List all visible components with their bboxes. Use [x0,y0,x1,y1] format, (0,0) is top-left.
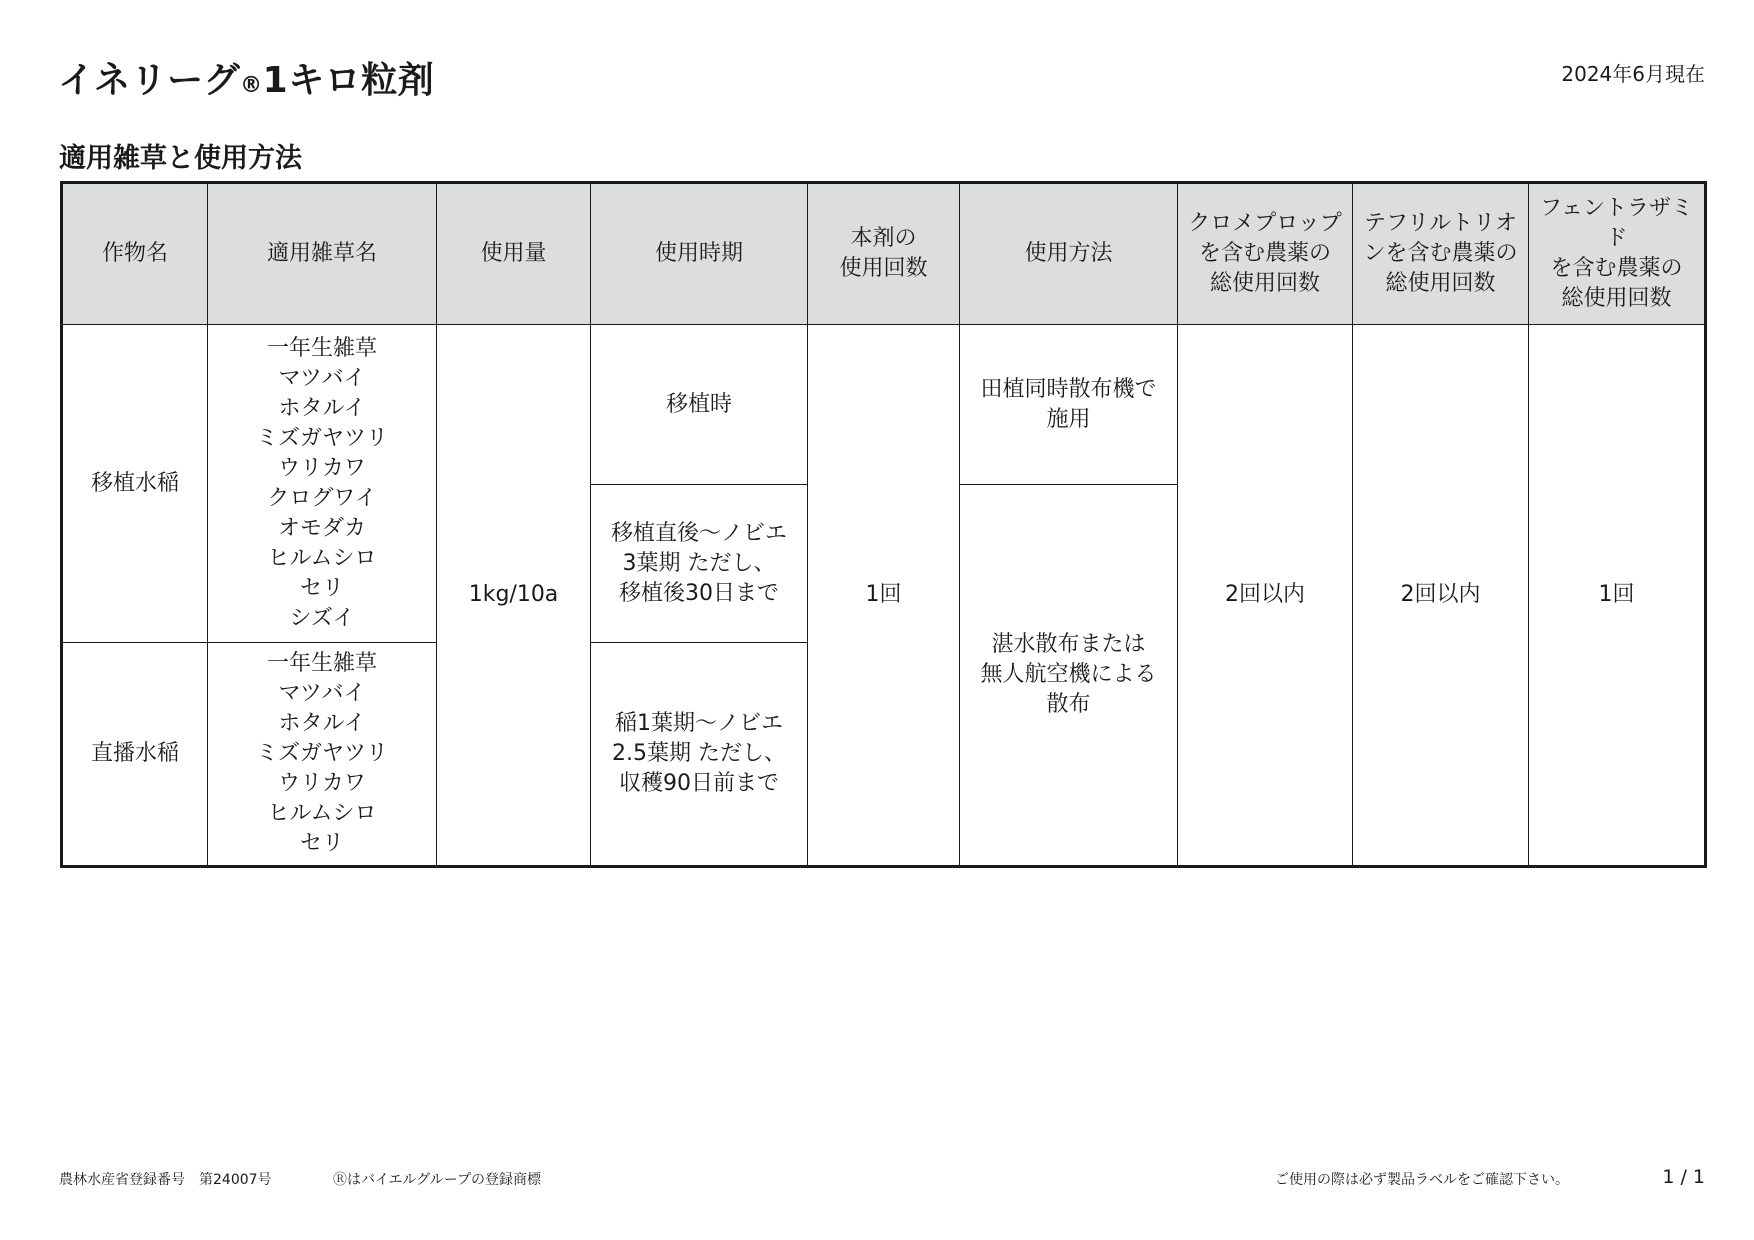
total-clomeprop: 2回以内 [1178,325,1353,867]
method-rice-transplanter: 田植同時散布機で 施用 [960,325,1178,485]
col-header-total-tefuryltrione: テフリルトリオ ンを含む農薬の 総使用回数 [1353,183,1529,325]
product-title [58,52,434,103]
amount: 1kg/10a [437,325,591,867]
table-row [62,325,1706,485]
application-table [60,181,1707,868]
page-number: 1 / 1 [1662,1166,1705,1188]
col-header-crop: 作物名 [62,183,208,325]
col-header-timing: 使用時期 [591,183,808,325]
uses-this-product: 1回 [808,325,960,867]
trademark-notice: Ⓡはバイエルグループの登録商標 [333,1172,542,1188]
col-header-amount: 使用量 [437,183,591,325]
crop-direct-seeded: 直播水稲 [62,643,208,867]
table-header-row [62,183,1706,325]
col-header-method: 使用方法 [960,183,1178,325]
weeds-direct-seeded: 一年生雑草 マツバイ ホタルイ ミズガヤツリ ウリカワ ヒルムシロ セリ [208,643,437,867]
total-tefuryltrione: 2回以内 [1353,325,1529,867]
crop-transplant: 移植水稲 [62,325,208,643]
as-of-date: 2024年6月現在 [1561,62,1705,86]
total-fentrazamide: 1回 [1529,325,1706,867]
method-flooded-or-drone: 湛水散布または 無人航空機による 散布 [960,485,1178,867]
weeds-transplant: 一年生雑草 マツバイ ホタルイ ミズガヤツリ ウリカワ クログワイ オモダカ ヒルムシロ セリ シズイ [208,325,437,643]
col-header-weeds: 適用雑草名 [208,183,437,325]
col-header-total-fentrazamide: フェントラザミド を含む農薬の 総使用回数 [1529,183,1706,325]
section-title: 適用雑草と使用方法 [59,143,302,174]
product-name-suffix: 1キロ粒剤 [262,60,435,101]
registered-mark: ® [240,73,263,98]
timing-direct-seeded: 稲1葉期〜ノビエ 2.5葉期 ただし、 収穫90日前まで [591,643,808,867]
timing-after-transplant: 移植直後〜ノビエ 3葉期 ただし、 移植後30日まで [591,485,808,643]
label-check-notice: ご使用の際は必ず製品ラベルをご確認下さい。 [1275,1172,1569,1188]
col-header-total-clomeprop: クロメプロップ を含む農薬の 総使用回数 [1178,183,1353,325]
timing-transplant-at: 移植時 [591,325,808,485]
registration-number: 農林水産省登録番号 第24007号 [59,1172,272,1188]
col-header-uses: 本剤の 使用回数 [808,183,960,325]
product-name: イネリーグ [58,60,241,101]
